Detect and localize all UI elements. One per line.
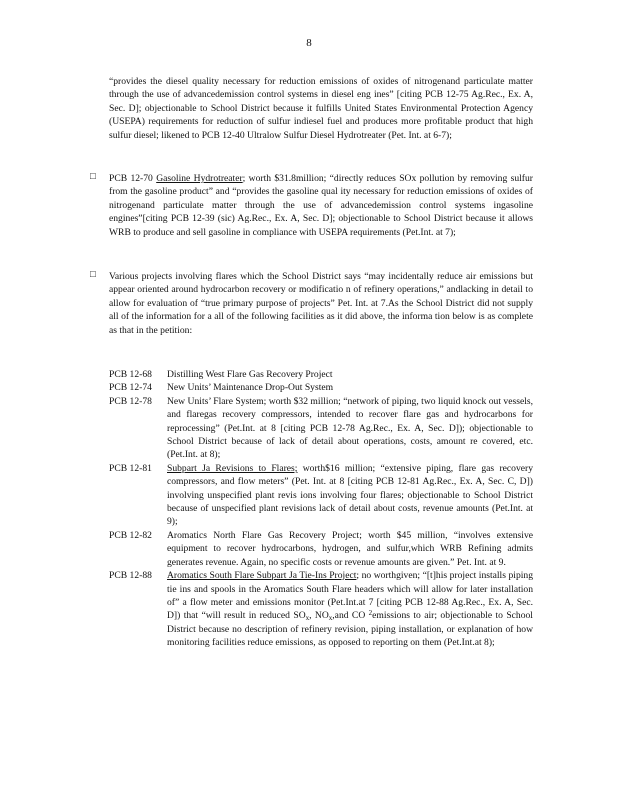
project-text: , NO: [309, 610, 329, 622]
project-title: Distilling West Flare Gas Recovery Project: [167, 369, 333, 380]
list-item: [109, 569, 533, 649]
project-text: ; no worthgiven; “[t]his project installs piping tie ins and spools in the Aromatics South Flare headers which will allow for later installation of” a flow meter and emissions monitor (Pet.Int.at 7 [citing PCB 12-88 Ag.Rec., Ex. A, Sec. D]) that “will result in reduced SO: [167, 570, 533, 622]
list-item: [109, 529, 533, 569]
list-item: [109, 395, 533, 462]
case-number: PCB 12-68: [109, 369, 152, 380]
page-number: 8: [306, 37, 312, 49]
case-number: PCB 12-78: [109, 395, 152, 407]
list-item: [109, 381, 533, 394]
bullet-item-gasoline-hydrotreater: [109, 172, 533, 239]
subscript: x: [328, 614, 333, 623]
project-title: Aromatics South Flare Subpart Ja Tie-Ins Project: [167, 570, 357, 582]
project-title: New Units’ Maintenance Drop-Out System: [167, 382, 334, 394]
case-number: PCB 12-88: [109, 570, 152, 582]
case-number: PCB 12-74: [109, 382, 152, 394]
case-number: PCB 12-70: [109, 173, 153, 184]
project-text: ; worth $45 million, “involves extensive equipment to recover hydrocarbons, hydrogen, and sulfur,which WRB Refining admits generates revenue. Again, no specific costs or revenue amounts are given.” Pet. Int. at 9.: [167, 529, 534, 568]
project-text: emissions to air; objectionable to School District because no description of refinery revision, piping installation, or explanation of how monitoring facilities reduce emissions, as opposed to reporting on them (Pet.Int.at 8);: [167, 610, 533, 649]
list-item: [109, 462, 533, 529]
project-text: ,and CO: [332, 610, 366, 622]
bullet-icon: □: [90, 270, 96, 280]
project-title: New Units’ Flare System;: [167, 395, 267, 407]
case-number: PCB 12-82: [109, 529, 152, 541]
subscript: x: [305, 614, 310, 623]
project-text: worth $32 million; “network of piping, two liquid knock out vessels, and flaregas recovery compressors, intended to recover flare gas and hydrocarbons for reprocessing” (Pet.Int. at 8 [citing PCB 12-78 Ag.Rec., Ex. A, Sec. D]); objectionable to School District because of lack of detail about operations, costs, amount re covered, etc. (Pet.Int. at 8);: [167, 395, 534, 461]
project-title: Subpart Ja Revisions to Flares;: [167, 462, 298, 474]
list-item: [109, 368, 533, 381]
case-number: PCB 12-81: [109, 462, 152, 474]
bullet-text: ; worth $31.8million; “directly reduces SOx pollution by removing sulfur from the gasoline product” and “provides the gasoline qual ity necessary for reduction emissions of oxides of nitrogenand particulate matter through the use of advancedemission control systems ingasoline engines”[citing PCB 12-39 (sic) Ag.Rec., Ex. A, Sec. D]; objectionable to School District because it allows WRB to produce and sell gasoline in compliance with USEPA requirements (Pet.Int. at 7);: [109, 173, 533, 238]
continuation-paragraph: “provides the diesel quality necessary for reduction emissions of oxides of nitrogenand particulate matter through the use of advancedemission control systems in diesel eng ines” [citing PCB 12-75 Ag.Rec., Ex. A, Sec. D]; objectionable to School District because it fulfills United States Environmental Protection Agency (USEPA) requirements for reduction of sulfur indiesel fuel and produces more profitable product that high sulfur diesel; likened to PCB 12-40 Ultralow Sulfur Diesel Hydrotreater (Pet. Int. at 6-7);: [109, 76, 533, 141]
bullet-icon: □: [90, 172, 96, 182]
project-title: Gasoline Hydrotreater: [156, 173, 243, 184]
superscript: 2: [368, 609, 373, 618]
project-title: Aromatics North Flare Gas Recovery Project: [167, 529, 360, 541]
project-list: [109, 368, 533, 650]
project-text: worth$16 million; “extensive piping, flare gas recovery compressors, and flow meters” (Pet. Int. at 8 [citing PCB 12-81 Ag.Rec., Ex. A, Sec. C, D]) involving unspecified plant revis ions involving four flares; objectionable to School District because of unspecified plant revisions lack of detail about costs, revenue amounts (Pet.Int. at 9);: [167, 462, 534, 528]
bullet-item-flare-projects: Various projects involving flares which the School District says “may incidentally reduce air emissions but appear oriented around hydrocarbon recovery or modificatio n of refinery operations,” andlacking in detail to allow for evaluation of “true primary purpose of projects” Pet. Int. at 7.As the School District did not supply all of the information for a all of the following facilities as it did above, the informa tion below is as complete as that in the petition:: [109, 271, 533, 336]
